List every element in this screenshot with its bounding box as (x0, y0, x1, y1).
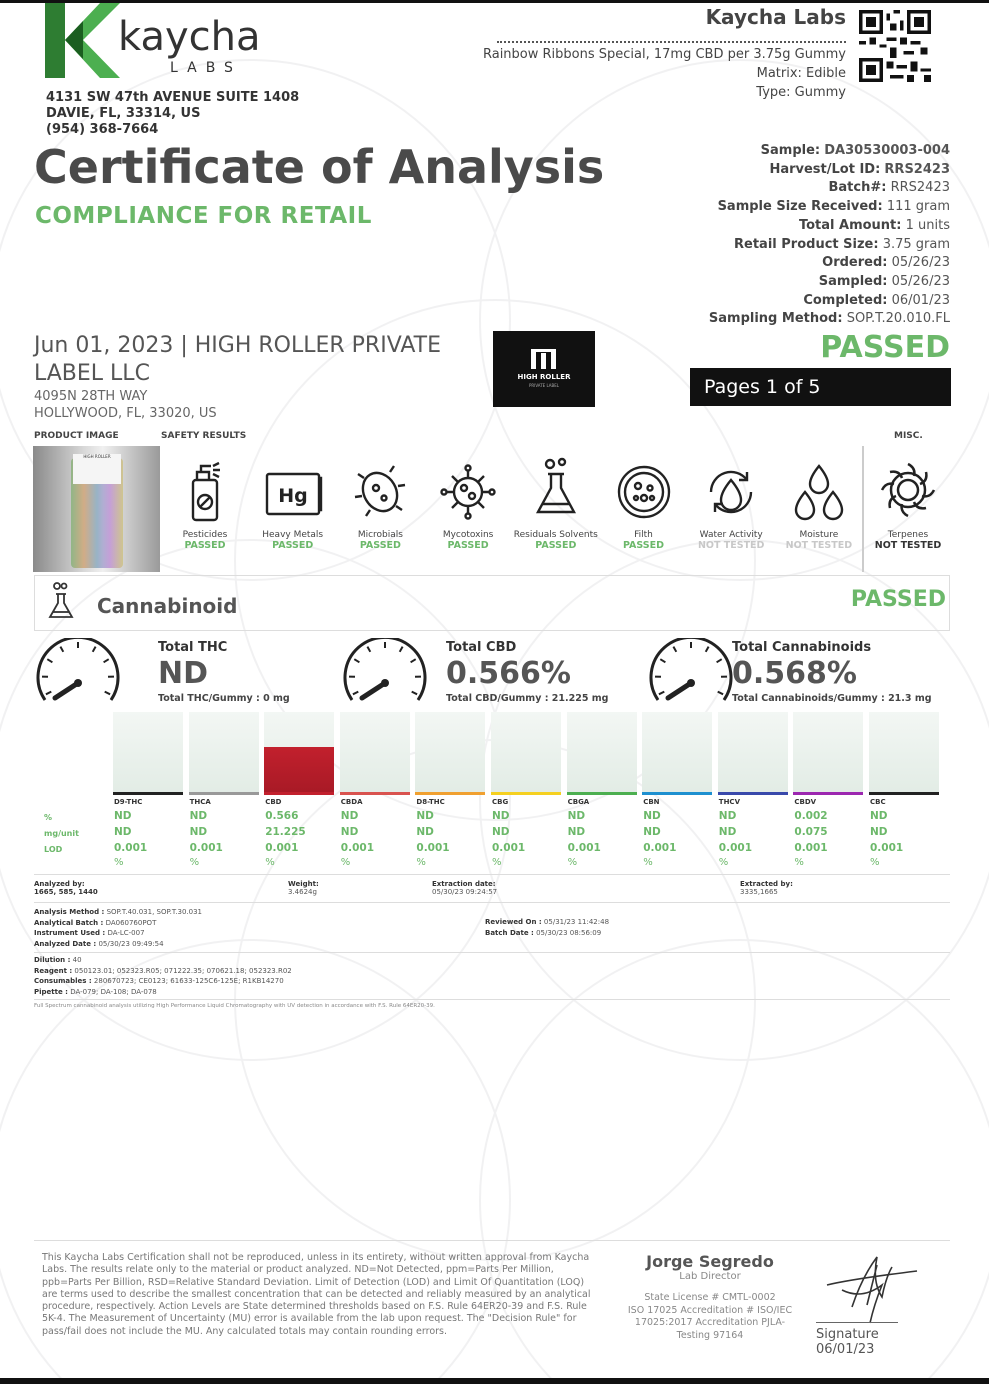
compound-name: CBGA (567, 798, 590, 806)
compound-pct: ND (567, 810, 586, 822)
meta-row: Sampled: 05/26/23 (818, 273, 950, 289)
logo-subtext: LABS (170, 60, 242, 76)
extracted-by: Extracted by: 3335,1665 (740, 880, 793, 896)
meta-row: Completed: 06/01/23 (803, 292, 950, 308)
total-value: 0.566% (446, 656, 571, 691)
droplets-icon (789, 452, 849, 530)
compound-lod: 0.001 (114, 842, 148, 854)
client-logo-text: HIGH ROLLER (517, 373, 571, 381)
analyzed-by: Analyzed by: 1665, 585, 1440 (34, 880, 98, 896)
hg-icon (263, 452, 323, 530)
kaycha-logo-icon (45, 3, 120, 78)
column-background (189, 712, 259, 794)
flower-icon (878, 452, 938, 530)
compound-pct: 0.566 (265, 810, 299, 822)
column-color-line (340, 792, 410, 795)
terpenes-name: Terpenes (887, 530, 929, 540)
meta-row: Sample Size Received: 111 gram (717, 199, 950, 215)
meta-row: Retail Product Size: 3.75 gram (734, 236, 950, 252)
compound-unit: % (794, 857, 804, 868)
safety-name: Mycotoxins (442, 530, 494, 540)
cannabinoid-title: Cannabinoid (97, 594, 238, 618)
client-address-1: 4095N 28TH WAY (34, 389, 148, 404)
compound-name: THCA (189, 798, 211, 806)
microbe-icon (350, 452, 410, 530)
review-block: Reviewed On : 05/31/23 11:42:48 Batch Date : 05/30/23 08:56:09 (485, 918, 610, 937)
safety-item-terpenes (863, 452, 953, 551)
concentration-bar (264, 747, 334, 793)
iso-accreditation: ISO 17025 Accreditation # ISO/IEC 17025:2017 Accreditation PJLA-Testing 97164 (627, 1304, 793, 1341)
spray-bottle-icon (175, 452, 235, 530)
disclaimer: This Kaycha Labs Certification shall not be reproduced, unless in its entirety, without written approval from Kaycha Labs. The results relate only to the material or product analyzed. ND=Not Detected, ppm=Parts Per Million, ppb=Parts Per Billion, RSD=Relative Standard Deviation. Limit of Detection (LOD) and Limit Of Quantitation (LOQ) are terms used to describe the smallest concentration that can be detected and reliably measured by an analytical procedure, respectively. Action Levels are State determined thresholds based on F.S. Rule 64ER20-39 and F.S. Rule 5K-4. The Measurement of Uncertainty (MU) error is available from the lab upon request. The "Decision Rule" for pass/fail does not include the MU. Any calculated totals may contain rounding errors. (42, 1252, 591, 1337)
compound-lod: 0.001 (643, 842, 677, 854)
meta-row: Sampling Method: SOP.T.20.010.FL (708, 311, 950, 327)
page-title: Certificate of Analysis (34, 140, 605, 194)
column-color-line (491, 792, 561, 795)
safety-status: PASSED (272, 540, 314, 551)
compound-pct: 0.002 (794, 810, 828, 822)
compound-pct: ND (189, 810, 208, 822)
flask-icon (47, 582, 75, 622)
svg-text:Hg: Hg (277, 485, 308, 507)
extraction-date: Extraction date: 05/30/23 09:24:57 (432, 880, 498, 896)
compound-lod: 0.001 (718, 842, 753, 854)
column-color-line (415, 792, 485, 795)
compound-name: THCV (718, 798, 740, 806)
column-background (567, 712, 637, 794)
divider (34, 902, 950, 903)
safety-item-heavy-metals (248, 452, 338, 551)
total-label: Total CBD (446, 640, 517, 655)
lab-address-line-2: DAVIE, FL, 33314, US (46, 106, 201, 121)
safety-item-pesticides (160, 452, 250, 551)
flask-icon (526, 452, 586, 530)
compound-lod: 0.001 (416, 842, 450, 854)
director-name: Jorge Segredo (646, 1252, 774, 1271)
misc-label: MISC. (894, 431, 923, 441)
total-value: ND (158, 656, 209, 691)
compound-mg: ND (416, 826, 434, 838)
product-type: Type: Gummy (756, 85, 846, 100)
analysis-method-block: Analysis Method : SOP.T.40.031, SOP.T.30.031 Analytical Batch : DA060760POT Instrument Used : DA-LC-007 Analyzed Date : 05/30/23 09:49:54 (34, 908, 202, 948)
column-background (415, 712, 485, 794)
column-color-line (642, 792, 712, 795)
reagent-block: Dilution : 40 Reagent : 050123.01; 052323.R05; 071222.35; 070621.18; 052323.R02 Consumables : 280670723; CE0123; 61633-125C6-125E; R1KB14270 Pipette : DA-079; DA-108; DA-078 (34, 956, 292, 996)
compound-lod: 0.001 (492, 842, 526, 854)
product-matrix: Matrix: Edible (756, 66, 846, 81)
virus-icon (438, 452, 498, 530)
client-logo (493, 331, 595, 407)
director-title: Lab Director (679, 1271, 741, 1282)
client-address-2: HOLLYWOOD, FL, 33020, US (34, 406, 217, 421)
compound-pct: ND (114, 810, 132, 822)
safety-status: PASSED (622, 540, 665, 551)
compound-mg: ND (643, 826, 661, 838)
safety-name: Microbials (357, 530, 403, 540)
total-sub: Total THC/Gummy : 0 mg (158, 693, 290, 704)
compound-mg: ND (340, 826, 359, 838)
safety-item-residuals-solvents (511, 452, 601, 551)
column-background (113, 712, 183, 794)
compound-unit: % (265, 857, 275, 868)
safety-results-label: SAFETY RESULTS (161, 431, 247, 441)
safety-name: Filth (634, 530, 653, 540)
safety-name: Heavy Metals (262, 530, 324, 540)
signature-icon (822, 1245, 922, 1325)
lab-name: Kaycha Labs (705, 5, 846, 29)
compound-name: CBC (870, 798, 886, 806)
compound-name: CBDA (340, 798, 363, 806)
column-color-line (567, 792, 637, 795)
compound-name: D9-THC (114, 798, 143, 806)
meta-row: Harvest/Lot ID: RRS2423 (769, 161, 950, 177)
water-cycle-icon (701, 452, 761, 530)
column-color-line (113, 792, 183, 795)
product-label: HIGH ROLLER (73, 454, 121, 484)
page-subtitle: COMPLIANCE FOR RETAIL (35, 203, 372, 229)
column-background (793, 712, 863, 794)
compound-mg: ND (718, 826, 737, 838)
compound-unit: % (189, 857, 200, 868)
column-color-line (869, 792, 939, 795)
petri-dish-icon (614, 452, 674, 530)
column-background (718, 712, 788, 794)
compound-mg: 21.225 (265, 826, 306, 838)
compound-unit: % (567, 857, 578, 868)
compound-lod: 0.001 (567, 842, 601, 854)
lab-address-line-1: 4131 SW 47th AVENUE SUITE 1408 (46, 90, 300, 105)
top-border (0, 0, 989, 3)
safety-item-microbials (335, 452, 425, 551)
product-name: Rainbow Ribbons Special, 17mg CBD per 3.75g Gummy (482, 47, 846, 62)
client-logo-mark-icon (529, 347, 559, 371)
signature-label: Signature 06/01/23 (816, 1327, 879, 1357)
signature-line (816, 1322, 898, 1323)
column-color-line (793, 792, 863, 795)
compound-pct: ND (870, 810, 888, 822)
safety-item-water-activity (686, 452, 776, 551)
product-image-label: PRODUCT IMAGE (34, 431, 119, 441)
compound-pct: ND (416, 810, 434, 822)
compound-pct: ND (340, 810, 359, 822)
divider (34, 952, 950, 953)
column-background (340, 712, 410, 794)
meta-row: Sample: DA30530003-004 (760, 143, 950, 158)
compound-mg: ND (870, 826, 888, 838)
weight: Weight: 3.4624g (288, 880, 319, 896)
compound-lod: 0.001 (189, 842, 223, 854)
safety-item-mycotoxins (423, 452, 513, 551)
lab-phone: (954) 368-7664 (46, 122, 159, 137)
total-sub: Total Cannabinoids/Gummy : 21.3 mg (732, 693, 932, 704)
compound-unit: % (718, 857, 729, 868)
compound-lod: 0.001 (794, 842, 828, 854)
compound-mg: ND (189, 826, 208, 838)
compound-pct: ND (718, 810, 737, 822)
bottom-border (0, 1378, 989, 1384)
divider (34, 999, 950, 1000)
compound-mg: 0.075 (794, 826, 828, 838)
compound-name: CBN (643, 798, 660, 806)
total-label: Total Cannabinoids (732, 640, 872, 655)
compound-mg: ND (567, 826, 586, 838)
client-logo-subtext: PRIVATE LABEL (528, 383, 560, 388)
compound-lod: 0.001 (265, 842, 299, 854)
safety-name: Residuals Solvents (513, 530, 598, 540)
safety-status: NOT TESTED (697, 540, 765, 551)
compound-mg: ND (114, 826, 132, 838)
gauge-icon (33, 638, 123, 708)
cannabinoid-status: PASSED (850, 587, 946, 612)
compound-lod: 0.001 (870, 842, 904, 854)
safety-item-filth (599, 452, 689, 551)
gauge-icon (340, 638, 430, 708)
terpenes-status: NOT TESTED (874, 540, 942, 551)
column-background (491, 712, 561, 794)
compound-pct: ND (492, 810, 510, 822)
safety-name: Moisture (799, 530, 839, 540)
row-label-lod: LOD (44, 845, 63, 854)
logo-wordmark: kaycha (118, 14, 261, 60)
total-sub: Total CBD/Gummy : 21.225 mg (446, 693, 609, 704)
director-block (610, 1252, 810, 1342)
compound-name: CBD (265, 798, 282, 806)
footer-divider (34, 1240, 950, 1241)
page-count: Pages 1 of 5 (690, 368, 951, 406)
overall-status: PASSED (820, 330, 950, 365)
compound-name: D8-THC (416, 798, 445, 806)
compound-unit: % (340, 857, 351, 868)
compound-unit: % (870, 857, 880, 868)
meta-row: Batch#: RRS2423 (828, 180, 950, 196)
safety-status: PASSED (535, 540, 577, 551)
compound-lod: 0.001 (340, 842, 375, 854)
compound-name: CBG (492, 798, 509, 806)
compound-name: CBDV (794, 798, 817, 806)
total-label: Total THC (158, 640, 228, 655)
qr-code-icon[interactable] (859, 10, 931, 82)
safety-item-moisture (774, 452, 864, 551)
safety-name: Pesticides (182, 530, 228, 540)
divider (34, 874, 950, 875)
compound-unit: % (114, 857, 124, 868)
row-label-pct: % (44, 813, 53, 822)
compound-pct: ND (643, 810, 661, 822)
compound-mg: ND (492, 826, 510, 838)
compound-unit: % (416, 857, 426, 868)
method-note: Full Spectrum cannabinoid analysis utilizing High Performance Liquid Chromatography with UV detection in accordance with F.S. Rule 64ER20-39. (34, 1003, 435, 1009)
column-color-line (718, 792, 788, 795)
safety-status: PASSED (359, 540, 401, 551)
total-value: 0.568% (732, 656, 857, 691)
compound-unit: % (643, 857, 653, 868)
compound-unit: % (492, 857, 502, 868)
column-background (869, 712, 939, 794)
meta-row: Ordered: 05/26/23 (822, 255, 950, 271)
column-color-line (189, 792, 259, 795)
safety-name: Water Activity (699, 530, 763, 540)
safety-status: PASSED (447, 540, 489, 551)
meta-row: Total Amount: 1 units (798, 217, 950, 233)
safety-status: PASSED (184, 540, 226, 551)
row-label-mg: mg/unit (44, 829, 79, 838)
safety-status: NOT TESTED (785, 540, 853, 551)
product-image (33, 446, 160, 572)
client-line-2: LABEL LLC (34, 361, 150, 386)
state-license: State License # CMTL-0002 (644, 1292, 776, 1303)
dotted-divider (497, 41, 846, 43)
client-line-1: Jun 01, 2023 | HIGH ROLLER PRIVATE (34, 333, 442, 358)
gauge-icon (646, 638, 736, 708)
column-background (642, 712, 712, 794)
column-color-line (264, 792, 334, 795)
